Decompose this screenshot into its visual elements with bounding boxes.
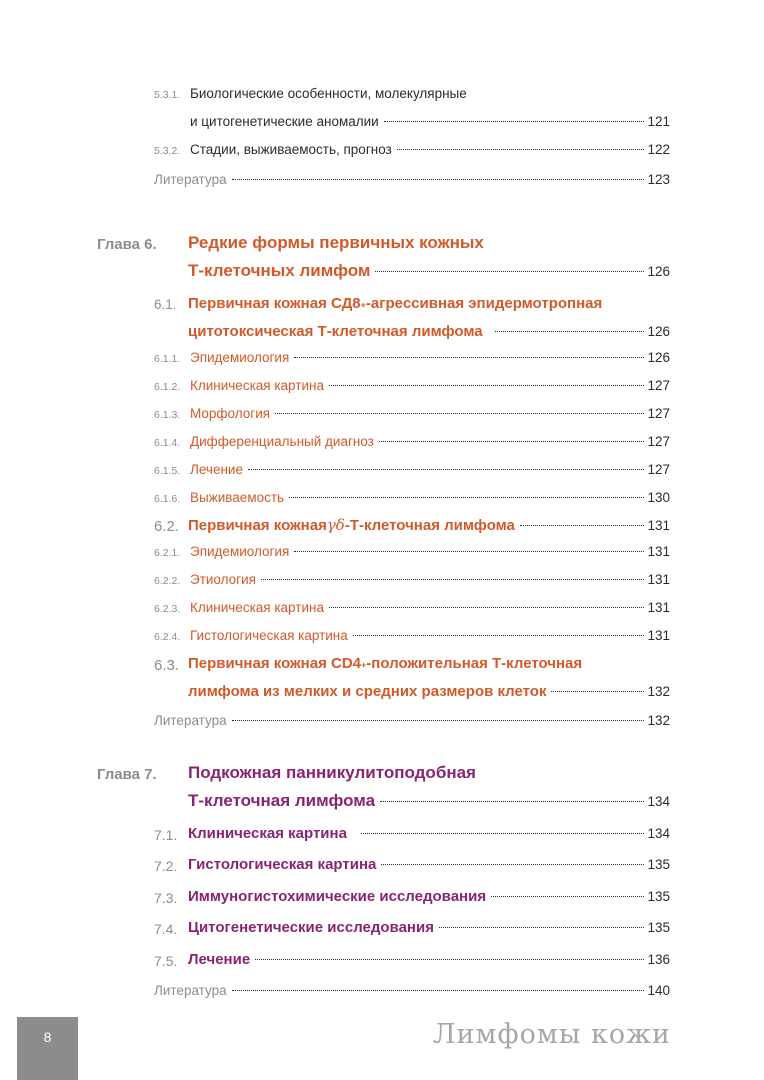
chapter-entry[interactable]: Т-клеточная лимфома 134: [188, 791, 670, 810]
toc-entry[interactable]: Этиология 131: [190, 572, 670, 587]
toc-entry[interactable]: Лечение 127: [190, 462, 670, 477]
section-number: 5.3.2.: [154, 145, 181, 157]
toc-entry[interactable]: Клиническая картина 127: [190, 378, 670, 393]
page-number: 135: [647, 857, 670, 872]
section-entry[interactable]: Лечение 136: [188, 951, 670, 968]
dot-leader: [255, 959, 644, 960]
page-number: 127: [647, 378, 670, 393]
section-entry[interactable]: Иммуногистохимические исследования 135: [188, 888, 670, 905]
dot-leader: [289, 497, 644, 498]
section-number: 6.2.1.: [154, 547, 181, 559]
section-number: 7.4.: [154, 921, 178, 937]
running-footer-title: Лимфомы кожи: [433, 1019, 671, 1050]
toc-entry[interactable]: и цитогенетические аномалии 121: [190, 114, 670, 129]
page-number: 123: [647, 172, 670, 187]
page-number: 131: [647, 628, 670, 643]
dot-leader: [491, 896, 644, 897]
page-number: 121: [647, 114, 670, 129]
footer-page-number: 8: [43, 1029, 52, 1045]
dot-leader: [397, 149, 645, 150]
dot-leader: [329, 385, 645, 386]
dot-leader: [439, 927, 645, 928]
page-number: 131: [647, 600, 670, 615]
gamma-delta-symbol: γδ: [326, 516, 345, 534]
section-entry[interactable]: Гистологическая картина 135: [188, 856, 670, 873]
section-number: 6.2.3.: [154, 603, 181, 615]
page-number: 134: [647, 826, 670, 841]
section-number: 7.5.: [154, 953, 178, 969]
dot-leader: [294, 551, 644, 552]
dot-leader: [329, 607, 645, 608]
section-number: 7.2.: [154, 858, 178, 874]
page-number: 126: [647, 324, 670, 339]
section-number: 6.1.3.: [154, 409, 181, 421]
toc-entry[interactable]: Выживаемость 130: [190, 490, 670, 505]
chapter-title-line1: Подкожная панникулитоподобная: [188, 763, 476, 782]
chapter-title-line1: Редкие формы первичных кожных: [188, 233, 484, 252]
section-entry[interactable]: цитотоксическая Т-клеточная лимфома 126: [188, 323, 670, 340]
toc-entry[interactable]: Морфология 127: [190, 406, 670, 421]
toc-entry-literature[interactable]: Литература 132: [154, 713, 670, 728]
section-number: 5.3.1.: [154, 89, 181, 101]
page-number-box: [17, 1017, 78, 1080]
chapter-label: Глава 7.: [97, 766, 157, 783]
dot-leader: [375, 271, 644, 272]
page-number: 140: [647, 983, 670, 998]
dot-leader: [495, 331, 645, 332]
section-title-line1: Первичная кожная СД8 + -агрессивная эпидермотропная: [188, 295, 603, 312]
dot-leader: [380, 801, 644, 802]
dot-leader: [361, 833, 645, 834]
page-number: 134: [647, 794, 670, 809]
toc-entry[interactable]: Гистологическая картина 131: [190, 628, 670, 643]
page-number: 126: [647, 264, 670, 279]
page-number: 131: [647, 518, 670, 533]
section-number: 6.1.5.: [154, 465, 181, 477]
page-number: 126: [647, 350, 670, 365]
chapter-label: Глава 6.: [97, 236, 157, 253]
page-number: 132: [647, 713, 670, 728]
page-number: 136: [647, 952, 670, 967]
dot-leader: [381, 864, 644, 865]
dot-leader: [384, 121, 645, 122]
section-number: 6.2.2.: [154, 575, 181, 587]
section-entry[interactable]: Клиническая картина 134: [188, 825, 670, 842]
page-number: 130: [647, 490, 670, 505]
dot-leader: [551, 691, 644, 692]
section-number: 6.3.: [154, 657, 180, 674]
dot-leader: [232, 720, 645, 721]
dot-leader: [379, 441, 645, 442]
toc-entry[interactable]: Стадии, выживаемость, прогноз 122: [190, 142, 670, 157]
section-number: 6.2.: [154, 518, 180, 535]
page-number: 122: [647, 142, 670, 157]
section-number: 6.1.: [154, 297, 177, 312]
section-number: 6.1.6.: [154, 493, 181, 505]
page-number: 132: [647, 684, 670, 699]
dot-leader: [248, 469, 645, 470]
section-number: 6.1.2.: [154, 381, 181, 393]
toc-entry-literature[interactable]: Литература 140: [154, 983, 670, 998]
dot-leader: [275, 413, 644, 414]
section-number: 7.3.: [154, 890, 178, 906]
dot-leader: [353, 635, 645, 636]
toc-entry[interactable]: Клиническая картина 131: [190, 600, 670, 615]
page-number: 131: [647, 572, 670, 587]
page-number: 127: [647, 434, 670, 449]
dot-leader: [261, 579, 645, 580]
page-number: 127: [647, 462, 670, 477]
toc-entry[interactable]: Эпидемиология 131: [190, 544, 670, 559]
page-number: 131: [647, 544, 670, 559]
section-entry[interactable]: Цитогенетические исследования 135: [188, 919, 670, 936]
dot-leader: [520, 525, 645, 526]
dot-leader: [232, 179, 645, 180]
section-number: 7.1.: [154, 827, 178, 843]
page-number: 127: [647, 406, 670, 421]
toc-entry-title-line1: Биологические особенности, молекулярные: [190, 86, 467, 101]
section-number: 6.1.1.: [154, 353, 181, 365]
page-number: 135: [647, 920, 670, 935]
dot-leader: [294, 357, 644, 358]
toc-entry[interactable]: Дифференциальный диагноз 127: [190, 434, 670, 449]
section-number: 6.2.4.: [154, 631, 181, 643]
section-entry[interactable]: Первичная кожная γδ -Т-клеточная лимфома 131: [188, 516, 670, 534]
toc-entry[interactable]: Эпидемиология 126: [190, 350, 670, 365]
chapter-entry[interactable]: Т-клеточных лимфом 126: [188, 261, 670, 280]
section-entry[interactable]: лимфома из мелких и средних размеров клеток 132: [188, 683, 670, 700]
toc-entry-literature[interactable]: Литература 123: [154, 172, 670, 187]
section-number: 6.1.4.: [154, 437, 181, 449]
section-title-line1: Первичная кожная CD4 + -положительная Т-клеточная: [188, 655, 583, 672]
dot-leader: [232, 990, 645, 991]
page-number: 135: [647, 889, 670, 904]
